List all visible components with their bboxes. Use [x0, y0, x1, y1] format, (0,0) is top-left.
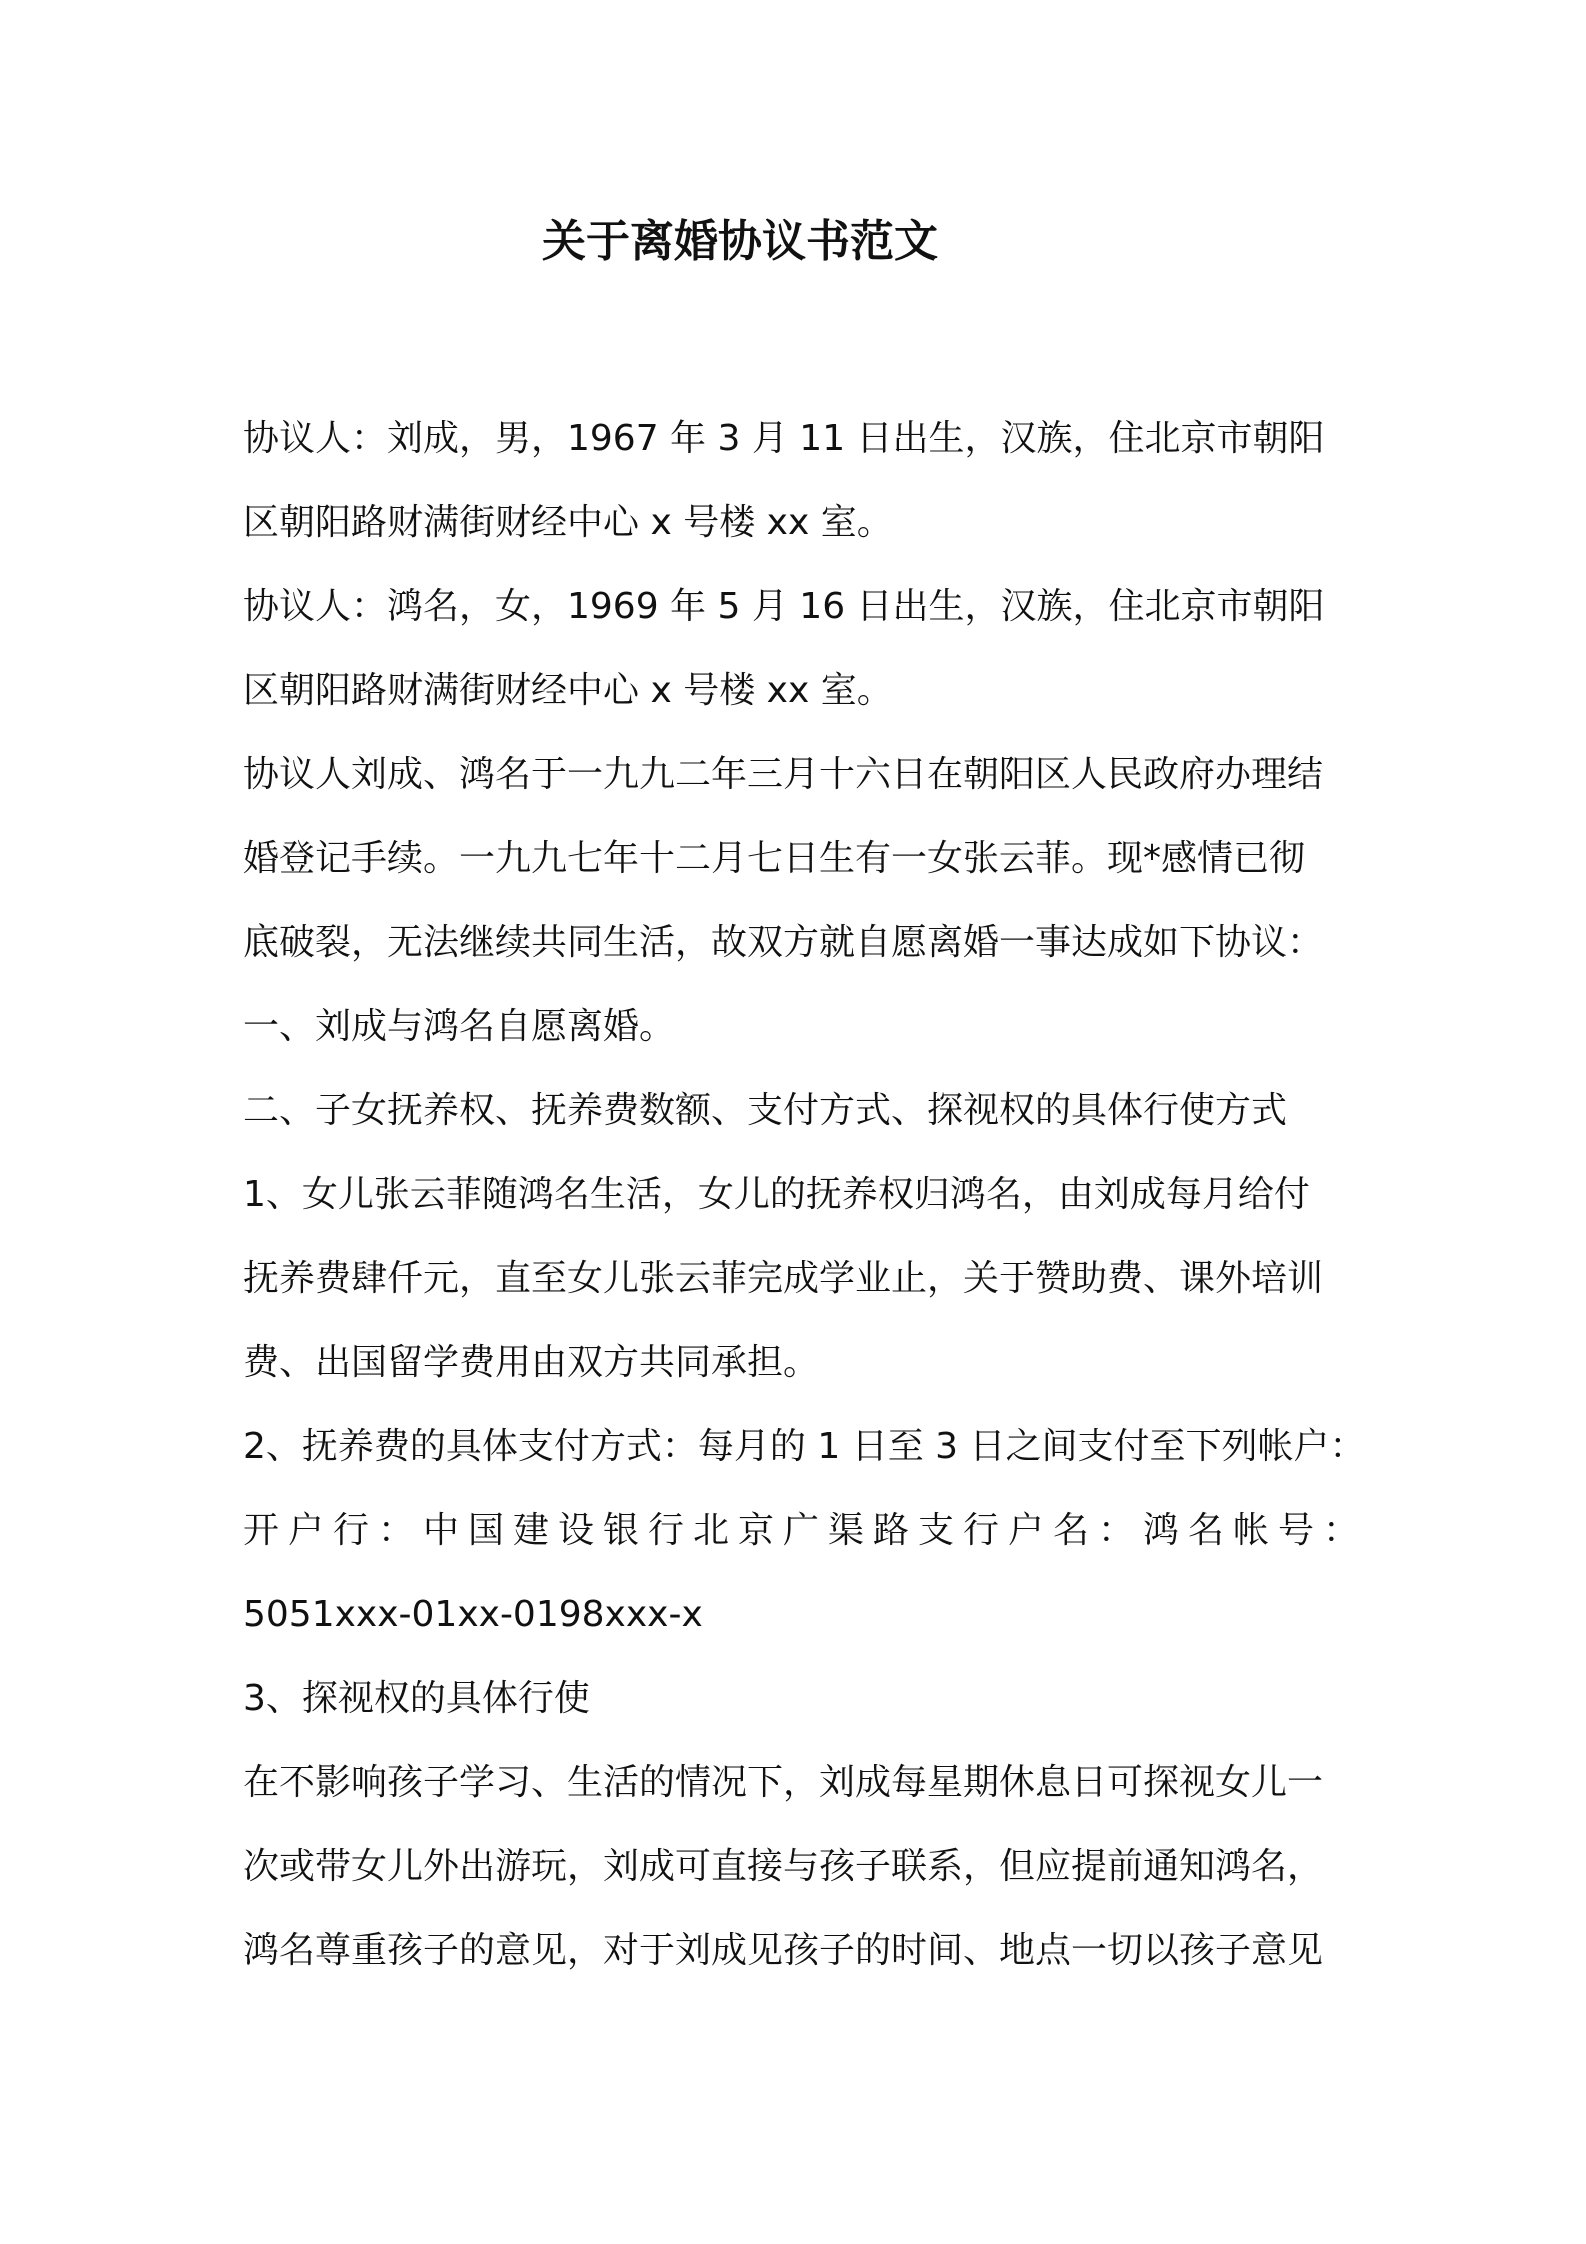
text-line: 协议人：鸿名，女，1969 年 5 月 16 日出生，汉族，住北京市朝阳	[243, 586, 1325, 627]
text-line: 次或带女儿外出游玩，刘成可直接与孩子联系，但应提前通知鸿名，	[243, 1846, 1324, 1887]
text-line-account-number: 5051xxx-01xx-0198xxx-x	[243, 1594, 703, 1635]
text-line: 鸿名尊重孩子的意见，对于刘成见孩子的时间、地点一切以孩子意见	[243, 1930, 1324, 1971]
text-line: 1、女儿张云菲随鸿名生活，女儿的抚养权归鸿名，由刘成每月给付	[243, 1174, 1310, 1215]
text-line: 一、刘成与鸿名自愿离婚。	[243, 1006, 676, 1047]
text-line: 区朝阳路财满街财经中心 x 号楼 xx 室。	[243, 502, 893, 543]
text-line: 婚登记手续。一九九七年十二月七日生有一女张云菲。现*感情已彻	[243, 838, 1306, 879]
document-body	[243, 397, 1369, 1993]
text-line: 区朝阳路财满街财经中心 x 号楼 xx 室。	[243, 670, 893, 711]
text-line: 费、出国留学费用由双方共同承担。	[243, 1342, 820, 1383]
text-line: 协议人：刘成，男，1967 年 3 月 11 日出生，汉族，住北京市朝阳	[243, 418, 1325, 459]
text-line: 3、探视权的具体行使	[243, 1678, 590, 1719]
text-line: 底破裂，无法继续共同生活，故双方就自愿离婚一事达成如下协议：	[243, 922, 1324, 963]
text-line: 2、抚养费的具体支付方式：每月的 1 日至 3 日之间支付至下列帐户：	[243, 1426, 1366, 1467]
text-line: 在不影响孩子学习、生活的情况下，刘成每星期休息日可探视女儿一	[243, 1762, 1324, 1803]
text-line: 二、子女抚养权、抚养费数额、支付方式、探视权的具体行使方式	[243, 1090, 1288, 1131]
text-line: 抚养费肆仟元，直至女儿张云菲完成学业止，关于赞助费、课外培训	[243, 1258, 1324, 1299]
document-title: 关于离婚协议书范文	[542, 216, 938, 267]
text-line: 协议人刘成、鸿名于一九九二年三月十六日在朝阳区人民政府办理结	[243, 754, 1324, 795]
text-line-bank-info: 开户行：中国建设银行北京广渠路支行户名：鸿名帐号：	[243, 1510, 1369, 1551]
